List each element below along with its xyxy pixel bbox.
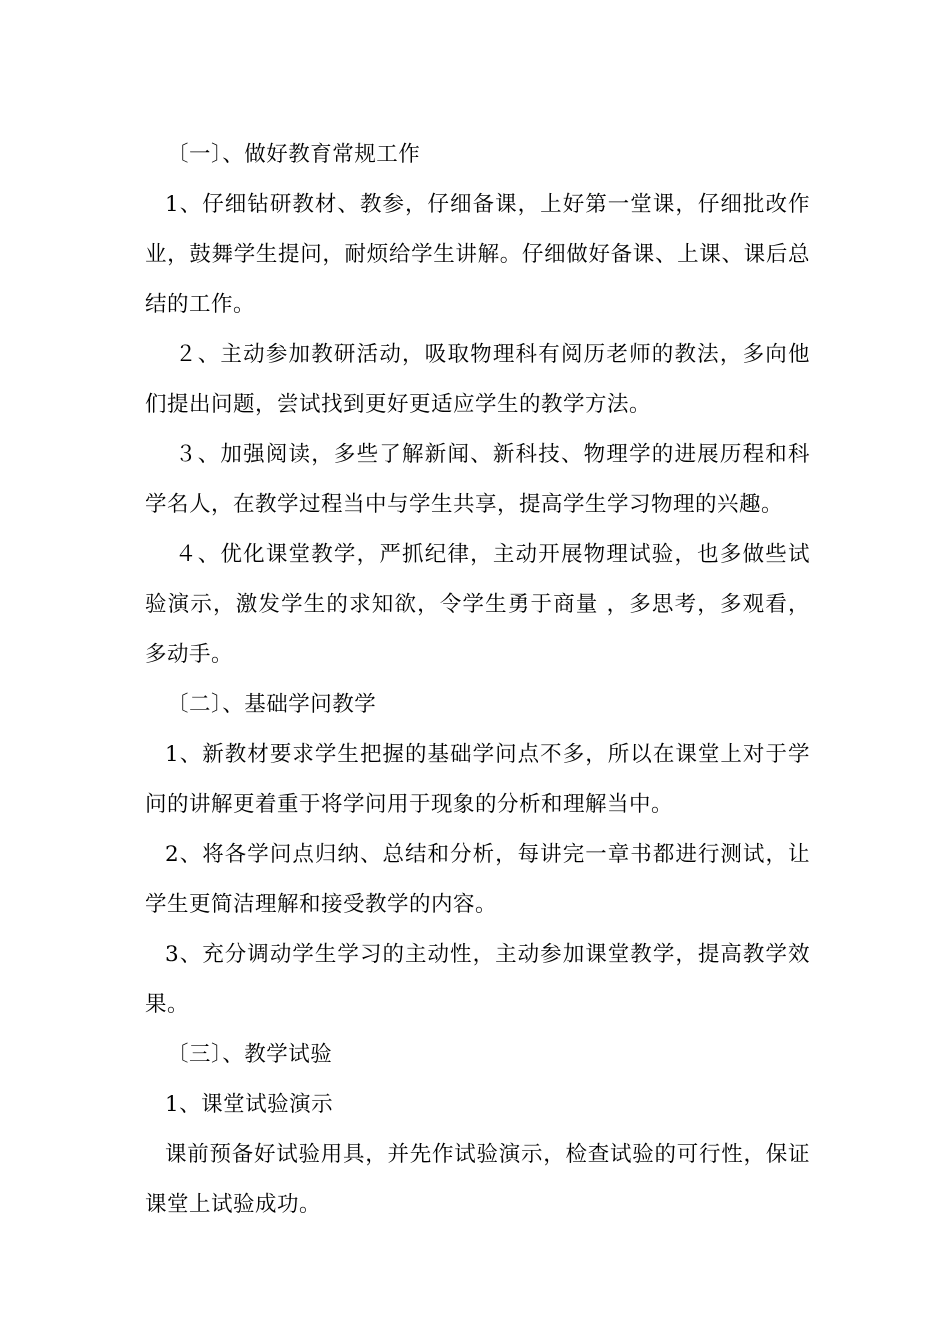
section-2-item-1: 1、新教材要求学生把握的基础学问点不多，所以在课堂上对于学问的讲解更着重于将学问用于现象的分析和理解当中。	[145, 742, 810, 817]
section-heading-3: 〔三〕、教学试验	[167, 1042, 333, 1067]
section-1-item-3: ３、加强阅读，多些了解新闻、新科技、物理学的进展历程和科学名人，在教学过程当中与学生共享，提高学生学习物理的兴趣。	[145, 442, 810, 517]
section-2-item-2: 2、将各学问点归纳、总结和分析，每讲完一章书都进行测试，让学生更简洁理解和接受教学的内容。	[145, 842, 810, 917]
document-body	[145, 130, 810, 1230]
section-1-item-4: ４、优化课堂教学，严抓纪律，主动开展物理试验，也多做些试验演示，激发学生的求知欲，令学生勇于商量 ，多思考，多观看，多动手。	[145, 542, 810, 667]
section-3-subheading: 1、课堂试验演示	[165, 1092, 334, 1117]
section-1-item-2: ２、主动参加教研活动，吸取物理科有阅历老师的教法，多向他们提出问题，尝试找到更好更适应学生的教学方法。	[145, 342, 810, 417]
section-heading-1: 〔一〕、做好教育常规工作	[167, 142, 421, 167]
section-2-item-3: 3、充分调动学生学习的主动性，主动参加课堂教学，提高教学效果。	[145, 942, 810, 1017]
section-3-paragraph: 课前预备好试验用具，并先作试验演示，检查试验的可行性，保证课堂上试验成功。	[145, 1142, 810, 1217]
section-heading-2: 〔二〕、基础学问教学	[167, 692, 377, 717]
section-1-item-1: 1、仔细钻研教材、教参，仔细备课，上好第一堂课，仔细批改作业，鼓舞学生提问，耐烦给学生讲解。仔细做好备课、上课、课后总结的工作。	[145, 192, 810, 317]
